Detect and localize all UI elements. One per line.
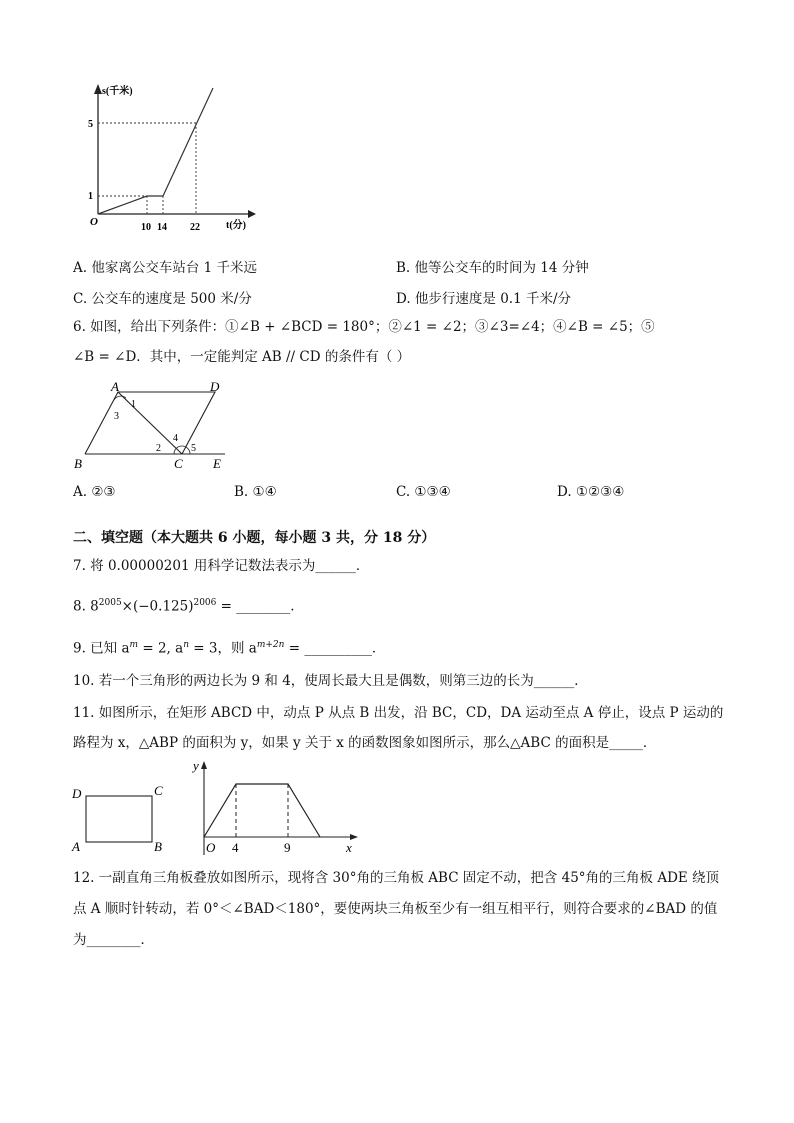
- section2-heading: 二、填空题（本大题共 6 小题，每小题 3 共，分 18 分）: [73, 530, 436, 546]
- q6-diagonal-ac: [118, 392, 182, 454]
- q11-tick-4: 4: [232, 840, 239, 855]
- q10-text: 10. 若一个三角形的两边长为 9 和 4，使周长最大且是偶数，则第三边的长为______．: [73, 673, 588, 689]
- q5-distance-time-graph: [78, 78, 258, 248]
- q6-angle-4: 4: [173, 433, 178, 444]
- q5-option-b: B. 他等公交车的时间为 14 分钟: [396, 260, 589, 276]
- q12-stem-line2: 点 A 顺时针转动，若 0°＜∠BAD＜180°，要使两块三角板至少有一组互相平行，则符合要求的∠BAD 的值: [73, 901, 718, 917]
- q12-stem-line3: 为________．: [73, 932, 154, 948]
- q11-rectangle-figure: [68, 780, 178, 855]
- q5-tick-14: 14: [157, 222, 167, 233]
- q9-part2: = 2, a: [138, 640, 184, 657]
- q11-function-graph: [188, 755, 363, 860]
- q6-label-a: A: [111, 379, 119, 394]
- q6-angle-1: 1: [131, 399, 136, 410]
- q5-tick-10: 10: [141, 222, 151, 233]
- q11-label-d: D: [72, 786, 82, 801]
- q6-stem-line2: ∠B = ∠D．其中，一定能判定 AB // CD 的条件有（ ）: [73, 349, 411, 365]
- q9-exp-m2n: m+2n: [256, 640, 285, 650]
- q5-tick-5: 5: [88, 119, 93, 130]
- q5-option-d: D. 他步行速度是 0.1 千米/分: [396, 291, 572, 307]
- q9-part3: = 3，则 a: [188, 640, 257, 657]
- q11-label-c: C: [154, 783, 163, 798]
- q11-stem-line1: 11. 如图所示，在矩形 ABCD 中，动点 P 从点 B 出发，沿 BC，CD，DA 运动至点 A 停止，设点 P 运动的: [73, 705, 724, 721]
- q5-x-label: t(分): [226, 220, 246, 231]
- q11-y-label: y: [193, 758, 199, 773]
- q5-tick-1: 1: [88, 191, 93, 202]
- q11-stem-line2: 路程为 x，△ABP 的面积为 y，如果 y 关于 x 的函数图象如图所示，那么△ABC 的面积是_____．: [73, 735, 657, 751]
- q9-suffix: = __________．: [284, 640, 386, 657]
- q6-angle-arc-c: [174, 446, 190, 454]
- q11-y-arrow: [201, 761, 207, 769]
- q6-option-a: A. ②③: [73, 484, 116, 500]
- q11-tick-9: 9: [284, 840, 291, 855]
- q5-x-axis-arrow: [248, 210, 256, 218]
- q6-label-d: D: [210, 379, 220, 394]
- q5-y-axis-arrow: [94, 84, 102, 94]
- q6-stem-line1: 6. 如图，给出下列条件：①∠B + ∠BCD = 180°；②∠1 = ∠2；③∠3=∠4；④∠B = ∠5；⑤: [73, 319, 655, 335]
- q8-exp1: 2005: [98, 598, 122, 608]
- q8-suffix: = ________.: [216, 598, 295, 615]
- q11-label-a: A: [72, 839, 80, 854]
- q6-option-c: C. ①③④: [396, 484, 451, 500]
- q6-parallelogram-figure: [70, 378, 240, 473]
- q8-prefix: 8. 8: [73, 598, 99, 615]
- q7-text: 7. 将 0.00000201 用科学记数法表示为______．: [73, 558, 370, 574]
- q6-angle-5: 5: [191, 443, 196, 454]
- q6-label-e: E: [213, 456, 221, 471]
- q5-origin: O: [90, 216, 98, 228]
- q9-exp-n: n: [183, 640, 189, 650]
- q11-x-label: x: [346, 840, 352, 855]
- q11-graph-line: [204, 784, 320, 837]
- q5-option-c: C. 公交车的速度是 500 米/分: [73, 291, 252, 307]
- q5-tick-22: 22: [190, 222, 200, 233]
- q8-mid: ×(−0.125): [121, 598, 194, 615]
- q6-option-d: D. ①②③④: [557, 484, 625, 500]
- q6-angle-3: 3: [114, 411, 119, 422]
- q5-option-a: A. 他家离公交车站台 1 千米远: [73, 260, 258, 276]
- q9-exp-m: m: [129, 640, 139, 650]
- q12-stem-line1: 12. 一副直角三角板叠放如图所示，现将含 30°角的三角板 ABC 固定不动，把含 45°角的三角板 ADE 绕顶: [73, 870, 720, 886]
- q8-text: [73, 594, 295, 616]
- q9-text: [73, 636, 385, 658]
- q9-prefix: 9. 已知 a: [73, 640, 130, 657]
- q5-y-label: s(千米): [102, 86, 133, 97]
- q11-label-b: B: [154, 839, 162, 854]
- q6-option-b: B. ①④: [234, 484, 277, 500]
- q8-exp2: 2006: [193, 598, 217, 608]
- q6-angle-2: 2: [156, 443, 161, 454]
- q11-rect-shape: [86, 796, 152, 842]
- q11-origin: O: [206, 840, 216, 855]
- q6-label-c: C: [174, 456, 183, 471]
- q6-label-b: B: [74, 456, 82, 471]
